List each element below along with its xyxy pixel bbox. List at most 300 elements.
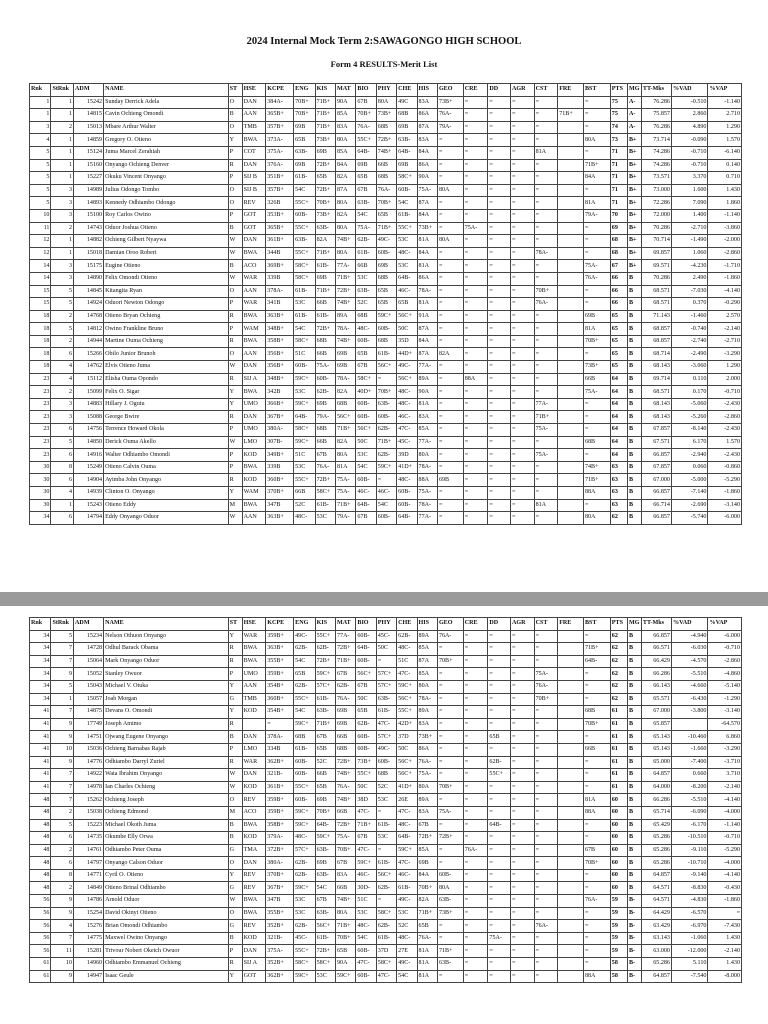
cell-his: 69B xyxy=(417,857,437,870)
cell-hse: ACO xyxy=(242,260,266,273)
cell-agr: = xyxy=(510,718,534,731)
cell-agr: = xyxy=(510,298,534,311)
cell-his: 87A xyxy=(417,197,437,210)
cell-kis: 79A- xyxy=(315,411,335,424)
cell-cre: = xyxy=(463,134,488,147)
cell-vad: -1.660 xyxy=(671,743,708,756)
cell-st: P xyxy=(228,945,242,958)
cell-rank: 34 xyxy=(30,643,51,656)
table-row xyxy=(30,781,742,794)
cell-kcpe: 354B+ xyxy=(266,706,294,719)
cell-pts: 61 xyxy=(610,756,627,769)
cell-cre: = xyxy=(463,146,488,159)
cell-mg: B+ xyxy=(627,222,641,235)
cell-cre: = xyxy=(463,487,488,500)
cell-bst: = xyxy=(583,96,610,109)
cell-kis: 53C xyxy=(315,512,335,525)
cell-adm: 14771 xyxy=(74,869,104,882)
cell-cre: = xyxy=(463,159,488,172)
cell-bst: = xyxy=(583,348,610,361)
cell-st: O xyxy=(228,907,242,920)
cell-mat: 71B+ xyxy=(335,424,355,437)
cell-bio: 64B- xyxy=(356,499,376,512)
cell-bio: 60B- xyxy=(356,731,376,744)
cell-st: B xyxy=(228,260,242,273)
cell-cre: = xyxy=(463,769,488,782)
cell-kis: 62B- xyxy=(315,386,335,399)
cell-strank: 2 xyxy=(51,222,74,235)
column-header-kcpe: KCPE xyxy=(266,84,294,97)
cell-pts: 65 xyxy=(610,348,627,361)
cell-cre: = xyxy=(463,857,488,870)
cell-his: 80A xyxy=(417,449,437,462)
cell-vap: -4.000 xyxy=(708,857,742,870)
cell-tt-mks: 68.857 xyxy=(641,323,671,336)
cell-st: O xyxy=(228,285,242,298)
cell-fre xyxy=(558,844,584,857)
cell-strank: 8 xyxy=(51,869,74,882)
cell-dd: = xyxy=(488,920,511,933)
cell-hse: BWA xyxy=(242,134,266,147)
cell-bio: 60B- xyxy=(356,743,376,756)
cell-che: 53C xyxy=(397,235,417,248)
cell-vap: -64.570 xyxy=(708,718,742,731)
cell-mat: 81A xyxy=(335,461,355,474)
cell-mat: 71B+ xyxy=(335,272,355,285)
cell-bst: = xyxy=(583,680,610,693)
cell-his: 78A- xyxy=(417,499,437,512)
cell-vad: -4.830 xyxy=(671,895,708,908)
table-row xyxy=(30,134,742,147)
cell-st: B xyxy=(228,932,242,945)
cell-kis: 63B- xyxy=(315,907,335,920)
cell-agr: = xyxy=(510,323,534,336)
cell-geo: = xyxy=(437,159,463,172)
cell-eng: 62B- xyxy=(294,680,315,693)
cell-bst: 66B xyxy=(583,743,610,756)
cell-vad: -6.970 xyxy=(671,920,708,933)
cell-his: 75A- xyxy=(417,184,437,197)
cell-agr: = xyxy=(510,361,534,374)
cell-cst: 77A- xyxy=(534,398,558,411)
cell-fre xyxy=(558,869,584,882)
cell-pts: 75 xyxy=(610,109,627,122)
cell-vad: -6.170 xyxy=(671,819,708,832)
cell-st: W xyxy=(228,512,242,525)
cell-bio: 55C+ xyxy=(356,769,376,782)
cell-eng: 63B- xyxy=(294,235,315,248)
cell-geo: 80A xyxy=(437,882,463,895)
cell-strank: 6 xyxy=(51,857,74,870)
cell-cre: 76A- xyxy=(463,844,488,857)
table-row xyxy=(30,474,742,487)
cell-adm: 15262 xyxy=(74,794,104,807)
cell-tt-mks: 64.857 xyxy=(641,869,671,882)
cell-mat: 74B+ xyxy=(335,298,355,311)
cell-che: 47C- xyxy=(397,668,417,681)
table-header-row xyxy=(30,618,742,631)
cell-bio: 50C xyxy=(356,693,376,706)
cell-his: 83A xyxy=(417,96,437,109)
cell-kis: 68B xyxy=(315,335,335,348)
cell-hse: DAN xyxy=(242,857,266,870)
cell-cst: = xyxy=(534,643,558,656)
cell-bst: = xyxy=(583,411,610,424)
cell-dd: = xyxy=(488,449,511,462)
cell-agr: = xyxy=(510,159,534,172)
cell-fre xyxy=(558,172,584,185)
column-header-bst: BST xyxy=(583,618,610,631)
cell-kcpe: 321B- xyxy=(266,932,294,945)
cell-name: Gregory O. Otieno xyxy=(104,134,229,147)
cell-adm: 15038 xyxy=(74,806,104,819)
cell-kcpe: 361B+ xyxy=(266,781,294,794)
cell-bst: = xyxy=(583,882,610,895)
cell-st: W xyxy=(228,436,242,449)
cell-fre xyxy=(558,945,584,958)
cell-rank: 18 xyxy=(30,323,51,336)
cell-phy: 62B- xyxy=(376,920,396,933)
cell-vap: 1.290 xyxy=(708,121,742,134)
cell-kcpe: 363B+ xyxy=(266,310,294,323)
column-header-kis: KIS xyxy=(315,84,335,97)
cell-name: Eddy Onyango Oduor xyxy=(104,512,229,525)
cell-mat: 72B+ xyxy=(335,819,355,832)
cell-kis: 71B+ xyxy=(315,96,335,109)
cell-dd: = xyxy=(488,361,511,374)
cell-geo: = xyxy=(437,693,463,706)
cell-fre xyxy=(558,197,584,210)
cell-bst: 68B xyxy=(583,436,610,449)
cell-kis: 61B- xyxy=(315,310,335,323)
cell-geo: = xyxy=(437,756,463,769)
cell-name: Hillary J. Ogutu xyxy=(104,398,229,411)
cell-mg: B xyxy=(627,643,641,656)
cell-eng: 65B xyxy=(294,134,315,147)
cell-st: R xyxy=(228,310,242,323)
cell-dd: = xyxy=(488,310,511,323)
cell-his: 90A xyxy=(417,386,437,399)
cell-agr: = xyxy=(510,958,534,971)
cell-agr: = xyxy=(510,655,534,668)
cell-kcpe: 362B+ xyxy=(266,756,294,769)
cell-his: 89A xyxy=(417,630,437,643)
cell-tt-mks: 65.286 xyxy=(641,857,671,870)
cell-pts: 71 xyxy=(610,159,627,172)
cell-his: 75A- xyxy=(417,487,437,500)
cell-vap: -6.140 xyxy=(708,146,742,159)
cell-phy: 59C+ xyxy=(376,461,396,474)
cell-rank: 41 xyxy=(30,718,51,731)
cell-mat: 68B xyxy=(335,398,355,411)
cell-his: 87A xyxy=(417,323,437,336)
cell-phy: 62B- xyxy=(376,449,396,462)
cell-tt-mks: 72.000 xyxy=(641,209,671,222)
cell-strank: 5 xyxy=(51,285,74,298)
cell-agr: = xyxy=(510,134,534,147)
cell-che: 39D xyxy=(397,449,417,462)
cell-dd: = xyxy=(488,970,511,983)
cell-name: Felix Omondi Otieno xyxy=(104,272,229,285)
cell-hse: AAN xyxy=(242,680,266,693)
cell-pts: 61 xyxy=(610,769,627,782)
cell-agr: = xyxy=(510,424,534,437)
cell-fre xyxy=(558,121,584,134)
cell-hse: WAM xyxy=(242,487,266,500)
cell-cre: = xyxy=(463,731,488,744)
cell-bst: = xyxy=(583,109,610,122)
cell-rank: 48 xyxy=(30,819,51,832)
cell-pts: 75 xyxy=(610,96,627,109)
cell-fre xyxy=(558,970,584,983)
table-row xyxy=(30,819,742,832)
cell-agr: = xyxy=(510,499,534,512)
cell-kcpe: 359B+ xyxy=(266,630,294,643)
cell-geo: = xyxy=(437,487,463,500)
cell-tt-mks: 69.714 xyxy=(641,373,671,386)
cell-vap: -2.430 xyxy=(708,424,742,437)
cell-eng: 55C+ xyxy=(294,222,315,235)
cell-phy: 53C xyxy=(376,832,396,845)
cell-fre xyxy=(558,781,584,794)
cell-strank: 7 xyxy=(51,781,74,794)
cell-cre: = xyxy=(463,945,488,958)
cell-bio: 67B xyxy=(356,184,376,197)
cell-adm: 14794 xyxy=(74,512,104,525)
cell-cre: = xyxy=(463,436,488,449)
cell-rank: 14 xyxy=(30,260,51,273)
cell-bio: 60B- xyxy=(356,474,376,487)
column-header-dd: DD xyxy=(488,618,511,631)
cell-vad: -0.090 xyxy=(671,134,708,147)
cell-che: 48C- xyxy=(397,398,417,411)
cell-his: 90A xyxy=(417,172,437,185)
cell-bio: 30D- xyxy=(356,882,376,895)
cell-vad: -0.740 xyxy=(671,323,708,336)
cell-hse: SIJ B xyxy=(242,184,266,197)
cell-cre: = xyxy=(463,512,488,525)
cell-pts: 64 xyxy=(610,449,627,462)
cell-pts: 65 xyxy=(610,323,627,336)
cell-dd: = xyxy=(488,869,511,882)
cell-cst: = xyxy=(534,197,558,210)
cell-hse: KOD xyxy=(242,832,266,845)
cell-vap: 2.710 xyxy=(708,109,742,122)
cell-vad: -5.740 xyxy=(671,512,708,525)
cell-fre xyxy=(558,907,584,920)
cell-geo: = xyxy=(437,668,463,681)
cell-mat: 80A xyxy=(335,247,355,260)
cell-phy: 45C- xyxy=(376,630,396,643)
cell-geo: 80A xyxy=(437,184,463,197)
cell-name: Odhiambo Peter Ouma xyxy=(104,844,229,857)
cell-tt-mks: 65.143 xyxy=(641,731,671,744)
cell-rank: 11 xyxy=(30,222,51,235)
cell-rank: 23 xyxy=(30,398,51,411)
cell-phy: = xyxy=(376,373,396,386)
cell-cst: 76A- xyxy=(534,680,558,693)
cell-mg: A- xyxy=(627,96,641,109)
cell-agr: = xyxy=(510,172,534,185)
cell-mat: 74B+ xyxy=(335,769,355,782)
cell-mat: 67B xyxy=(335,668,355,681)
cell-kcpe: 334B xyxy=(266,743,294,756)
cell-adm: 15175 xyxy=(74,260,104,273)
cell-bst: = xyxy=(583,449,610,462)
cell-vad: -1.460 xyxy=(671,310,708,323)
cell-che: 64B- xyxy=(397,832,417,845)
cell-adm: 15099 xyxy=(74,386,104,399)
cell-fre xyxy=(558,819,584,832)
table-row xyxy=(30,247,742,260)
cell-dd: = xyxy=(488,260,511,273)
table-row xyxy=(30,655,742,668)
cell-tt-mks: 65.286 xyxy=(641,958,671,971)
cell-eng: 53C xyxy=(294,907,315,920)
cell-strank: 4 xyxy=(51,920,74,933)
column-header-adm: ADM xyxy=(74,84,104,97)
cell-cre: = xyxy=(463,643,488,656)
cell-mat: 67B xyxy=(335,857,355,870)
column-header-mg: MG xyxy=(627,84,641,97)
cell-agr: = xyxy=(510,449,534,462)
cell-che: 48C- xyxy=(397,386,417,399)
cell-cst: = xyxy=(534,819,558,832)
cell-dd: = xyxy=(488,285,511,298)
cell-fre xyxy=(558,882,584,895)
cell-mat: 85A xyxy=(335,109,355,122)
cell-eng: 70B+ xyxy=(294,96,315,109)
merit-table xyxy=(29,83,742,525)
cell-vap: -3.290 xyxy=(708,348,742,361)
cell-geo: 72B+ xyxy=(437,832,463,845)
cell-strank: 9 xyxy=(51,668,74,681)
cell-mat: 80A xyxy=(335,907,355,920)
cell-phy: 65B xyxy=(376,285,396,298)
cell-cre: = xyxy=(463,781,488,794)
cell-vap: -2.430 xyxy=(708,449,742,462)
cell-phy: 73B+ xyxy=(376,109,396,122)
cell-bst: 80A xyxy=(583,134,610,147)
cell-rank: 18 xyxy=(30,335,51,348)
cell-st: O xyxy=(228,348,242,361)
cell-adm: 14924 xyxy=(74,298,104,311)
cell-mg: A- xyxy=(627,121,641,134)
cell-phy: 61B- xyxy=(376,857,396,870)
cell-eng: 68B xyxy=(294,731,315,744)
cell-cst: 76A- xyxy=(534,298,558,311)
cell-bst: = xyxy=(583,932,610,945)
cell-strank: 3 xyxy=(51,197,74,210)
cell-st: P xyxy=(228,424,242,437)
cell-kis: 65B xyxy=(315,743,335,756)
cell-vap: 1.430 xyxy=(708,958,742,971)
cell-tt-mks: 65.143 xyxy=(641,743,671,756)
cell-name: Damian Oroo Robert xyxy=(104,247,229,260)
cell-st: W xyxy=(228,272,242,285)
cell-geo: = xyxy=(437,146,463,159)
cell-vap: 2.000 xyxy=(708,373,742,386)
cell-kcpe: 373A- xyxy=(266,134,294,147)
cell-kcpe: 378A- xyxy=(266,731,294,744)
cell-cst: = xyxy=(534,436,558,449)
cell-dd: = xyxy=(488,693,511,706)
cell-strank: 5 xyxy=(51,630,74,643)
cell-cre: = xyxy=(463,461,488,474)
cell-bio: 50C xyxy=(356,436,376,449)
cell-hse: AAN xyxy=(242,512,266,525)
cell-cre: = xyxy=(463,970,488,983)
cell-his: 81A xyxy=(417,398,437,411)
cell-geo: 70B+ xyxy=(437,655,463,668)
cell-tt-mks: 70.714 xyxy=(641,235,671,248)
cell-his: 85A xyxy=(417,643,437,656)
cell-adm: 14768 xyxy=(74,310,104,323)
cell-name: Owino Frankline Bruno xyxy=(104,323,229,336)
cell-bst: = xyxy=(583,869,610,882)
cell-his: 89A xyxy=(417,794,437,807)
cell-eng: 54C xyxy=(294,323,315,336)
cell-vap: -4.140 xyxy=(708,285,742,298)
cell-bio: 56C+ xyxy=(356,424,376,437)
cell-eng: 55C+ xyxy=(294,197,315,210)
cell-name: Michael Okoth Juma xyxy=(104,819,229,832)
cell-fre xyxy=(558,731,584,744)
cell-che: 48C- xyxy=(397,819,417,832)
cell-eng: 58C+ xyxy=(294,424,315,437)
cell-bio: 60B- xyxy=(356,970,376,983)
cell-cst: 81A xyxy=(534,146,558,159)
cell-his: 67B xyxy=(417,819,437,832)
cell-tt-mks: 66.143 xyxy=(641,680,671,693)
cell-che: 26E xyxy=(397,794,417,807)
cell-mat: 66B xyxy=(335,882,355,895)
cell-fre xyxy=(558,920,584,933)
cell-kcpe: 307B- xyxy=(266,436,294,449)
cell-adm: 14845 xyxy=(74,285,104,298)
cell-cst: = xyxy=(534,134,558,147)
cell-mat: 69B xyxy=(335,706,355,719)
cell-rank: 34 xyxy=(30,630,51,643)
cell-phy: 58C+ xyxy=(376,958,396,971)
cell-geo: = xyxy=(437,323,463,336)
cell-pts: 66 xyxy=(610,272,627,285)
cell-dd: = xyxy=(488,706,511,719)
cell-agr: = xyxy=(510,335,534,348)
cell-hse: AAN xyxy=(242,109,266,122)
cell-rank: 41 xyxy=(30,731,51,744)
cell-fre xyxy=(558,96,584,109)
cell-geo: = xyxy=(437,857,463,870)
cell-his: 89A xyxy=(417,373,437,386)
cell-his: 81A xyxy=(417,235,437,248)
cell-rank: 4 xyxy=(30,134,51,147)
cell-kis: 61B- xyxy=(315,260,335,273)
cell-mat: 71B+ xyxy=(335,655,355,668)
cell-strank: 10 xyxy=(51,743,74,756)
cell-geo: 73B+ xyxy=(437,907,463,920)
cell-kcpe: 370B+ xyxy=(266,869,294,882)
cell-agr: = xyxy=(510,247,534,260)
cell-name: Ojwang Eugene Onyango xyxy=(104,731,229,744)
cell-phy: 76A- xyxy=(376,184,396,197)
cell-vap: -2.140 xyxy=(708,323,742,336)
cell-rank: 30 xyxy=(30,461,51,474)
cell-vap: 2.570 xyxy=(708,310,742,323)
cell-fre xyxy=(558,487,584,500)
cell-mg: B- xyxy=(627,945,641,958)
cell-bst: = xyxy=(583,693,610,706)
